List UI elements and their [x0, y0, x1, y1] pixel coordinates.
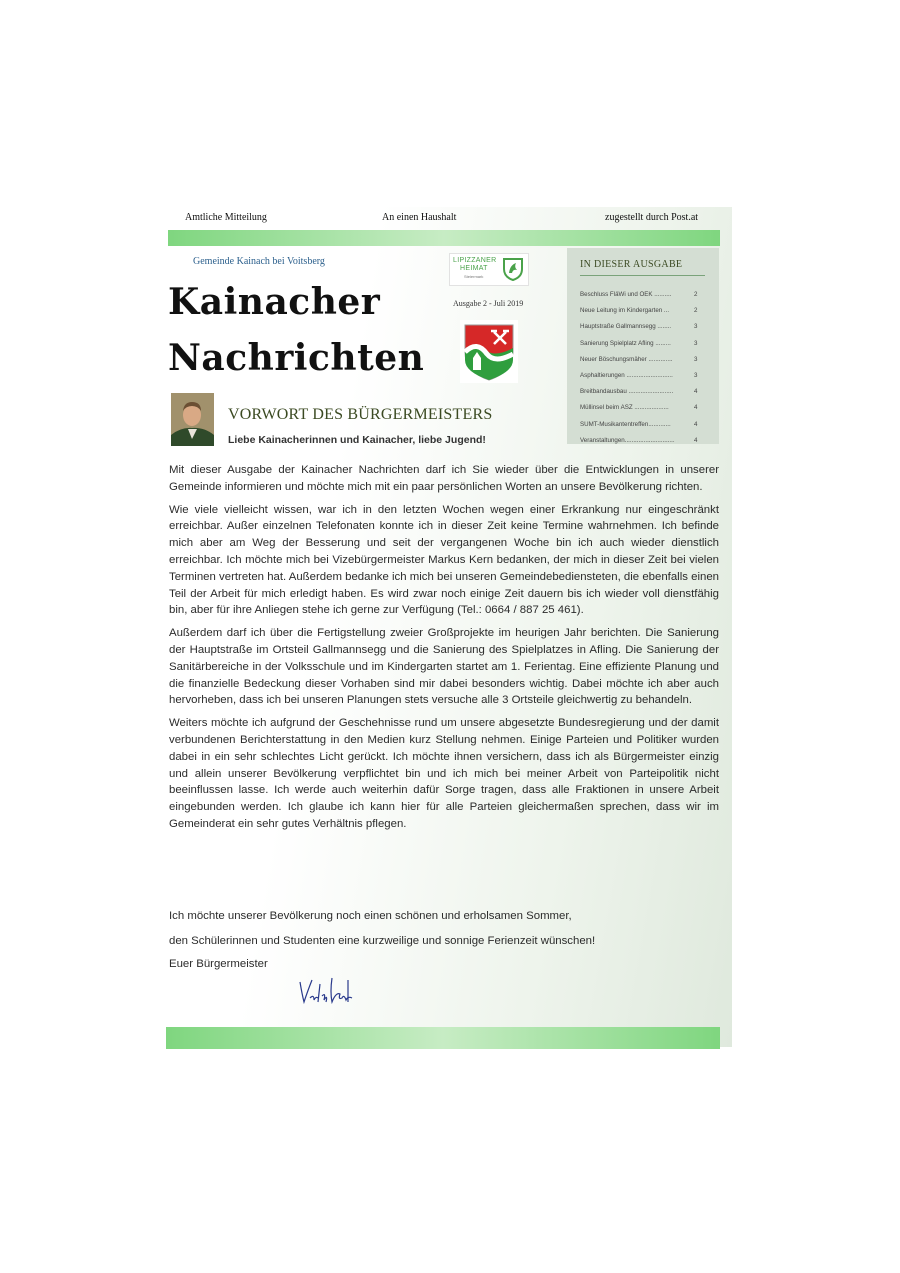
- toc-heading: IN DIESER AUSGABE: [580, 259, 683, 270]
- table-of-contents: [567, 248, 719, 444]
- article-paragraph: Wie viele vielleicht wissen, war ich in den letzten Wochen wegen einer Erkrankung nur eingeschränkt erreichbar. Außer einzelnen Telefonaten konnte ich in dieser Zeit keine Termine wahrnehmen. Ich befinde mich aber am Weg der Besserung und seit der vergangenen Woche bin ich auch wieder dienstlich erreichbar. Ich möchte mich bei Vizebürgermeister Markus Kern bedanken, der mich in dieser Zeit bei vielen Terminen vertreten hat. Außerdem bedanke ich mich bei unseren Gemeindebediensteten, die ebenfalls einen Teil der Arbeit für mich erledigt haben. Es wird zwar noch einige Zeit dauern bis ich wieder voll dienstfähig bin, aber für ihre Anliegen stehe ich gerne zur Verfügung (Tel.: 0664 / 887 25 461).: [169, 503, 719, 617]
- header-household: An einen Haushalt: [382, 212, 457, 223]
- toc-item: SUMT-Musikantentreffen.............: [580, 420, 671, 428]
- toc-item: Neuer Böschungsmäher ..............: [580, 355, 673, 363]
- mayor-portrait-icon: [171, 393, 214, 446]
- toc-item-page: 2: [694, 291, 698, 298]
- signoff: Euer Bürgermeister: [169, 958, 268, 970]
- toc-item: Müllinsel beim ASZ ....................: [580, 404, 669, 412]
- article-body: [169, 462, 719, 839]
- toc-item-page: 3: [694, 323, 698, 331]
- article-heading: VORWORT DES BÜRGERMEISTERS: [228, 406, 493, 423]
- toc-item-page: 4: [694, 388, 698, 396]
- article-greeting: Liebe Kainacherinnen und Kainacher, liebe Jugend!: [228, 434, 486, 446]
- toc-item: Veranstaltungen.............................: [580, 436, 675, 444]
- article-paragraph: Außerdem darf ich über die Fertigstellung zweier Großprojekte im heurigen Jahr berichten. Die Sanierung der Hauptstraße im Ortsteil Gallmannsegg und die Sanierung des Spielplatzes in Afling. Die Sanierung der Sanitärbereiche in der Volksschule und im Kindergarten startet am 1. Ferientag. Eine effiziente Planung und die finanzielle Bedeckung dieser Vorhaben sind mir dabei besonders wichtig. Dabei möchte ich aber auch hervorheben, dass ich bei unseren Planungen stets versuche alle 3 Ortsteile gleichwertig zu behandeln.: [169, 627, 719, 707]
- toc-item: Beschluss FläWi und ÖEK ..........: [580, 291, 672, 298]
- article-paragraph: Weiters möchte ich aufgrund der Geschehnisse rund um unsere abgesetzte Bundesregierung und der damit verbundenen Berichterstattung in den Medien kurz Stellung nehmen. Einige Parteien und Politiker wurden dabei in ein sehr schlechtes Licht gerückt. Ich möchte ihnen versichern, dass ich als Bürgermeister einzig und allein unserer Bevölkerung verpflichtet bin und ich mich bei meiner Arbeit von Parteipolitik nicht beeinflussen lasse. Ich werde auch weiterhin dafür Sorge tragen, dass alle Fraktionen in unsere Arbeit eingebunden werden. Ich glaube ich kann hier für alle Parteien gleichermaßen sprechen, dass wir im Gemeinderat ein sehr gutes Verhältnis pflegen.: [169, 717, 719, 830]
- toc-item-page: 3: [694, 339, 698, 347]
- toc-item-page: 4: [694, 420, 698, 428]
- horse-shield-icon: [502, 257, 524, 281]
- page-title-line2: Nachrichten: [168, 337, 425, 379]
- mayor-portrait: [171, 393, 214, 446]
- lipizzaner-heimat-logo: LIPIZZANER HEIMAT Steiermark: [449, 253, 529, 286]
- top-green-bar: [168, 230, 720, 246]
- toc-item: Asphaltierungen ...........................: [580, 372, 673, 379]
- header-official-notice: Amtliche Mitteilung: [185, 212, 267, 223]
- closing-line-2: den Schülerinnen und Studenten eine kurzweilige und sonnige Ferienzeit wünschen!: [169, 935, 596, 947]
- coat-of-arms: [460, 320, 518, 383]
- toc-item: Hauptstraße Gallmannsegg ........: [580, 323, 672, 331]
- header-delivery: zugestellt durch Post.at: [605, 212, 699, 223]
- toc-item-page: 2: [694, 307, 698, 315]
- toc-item: Sanierung Spielplatz Afling .........: [580, 339, 671, 347]
- toc-item: Neue Leitung im Kindergarten ...: [580, 307, 670, 315]
- toc-item-page: 4: [694, 404, 698, 412]
- toc-item-page: 4: [694, 436, 698, 444]
- closing-line-1: Ich möchte unserer Bevölkerung noch einen schönen und erholsamen Sommer,: [169, 910, 572, 922]
- toc-item-page: 3: [694, 355, 698, 363]
- issue-label: Ausgabe 2 - Juli 2019: [453, 299, 524, 308]
- municipality-name: Gemeinde Kainach bei Voitsberg: [193, 256, 325, 267]
- toc-divider: [580, 275, 705, 276]
- toc-item: Breitbandausbau ..........................: [580, 388, 674, 396]
- newsletter-page: [168, 207, 732, 1047]
- toc-item-page: 3: [694, 372, 698, 379]
- page-title-line1: Kainacher: [168, 281, 381, 323]
- coat-of-arms-icon: [460, 320, 518, 383]
- article-paragraph: Mit dieser Ausgabe der Kainacher Nachrichten darf ich Sie wieder über die Entwicklungen in unserer Gemeinde informieren und möchte mich mit ein paar persönlichen Worten an unsere Bevölkerung richten.: [169, 464, 719, 493]
- header-bar: [168, 207, 720, 229]
- mayor-signature: [296, 972, 360, 1012]
- bottom-green-bar: [166, 1027, 720, 1049]
